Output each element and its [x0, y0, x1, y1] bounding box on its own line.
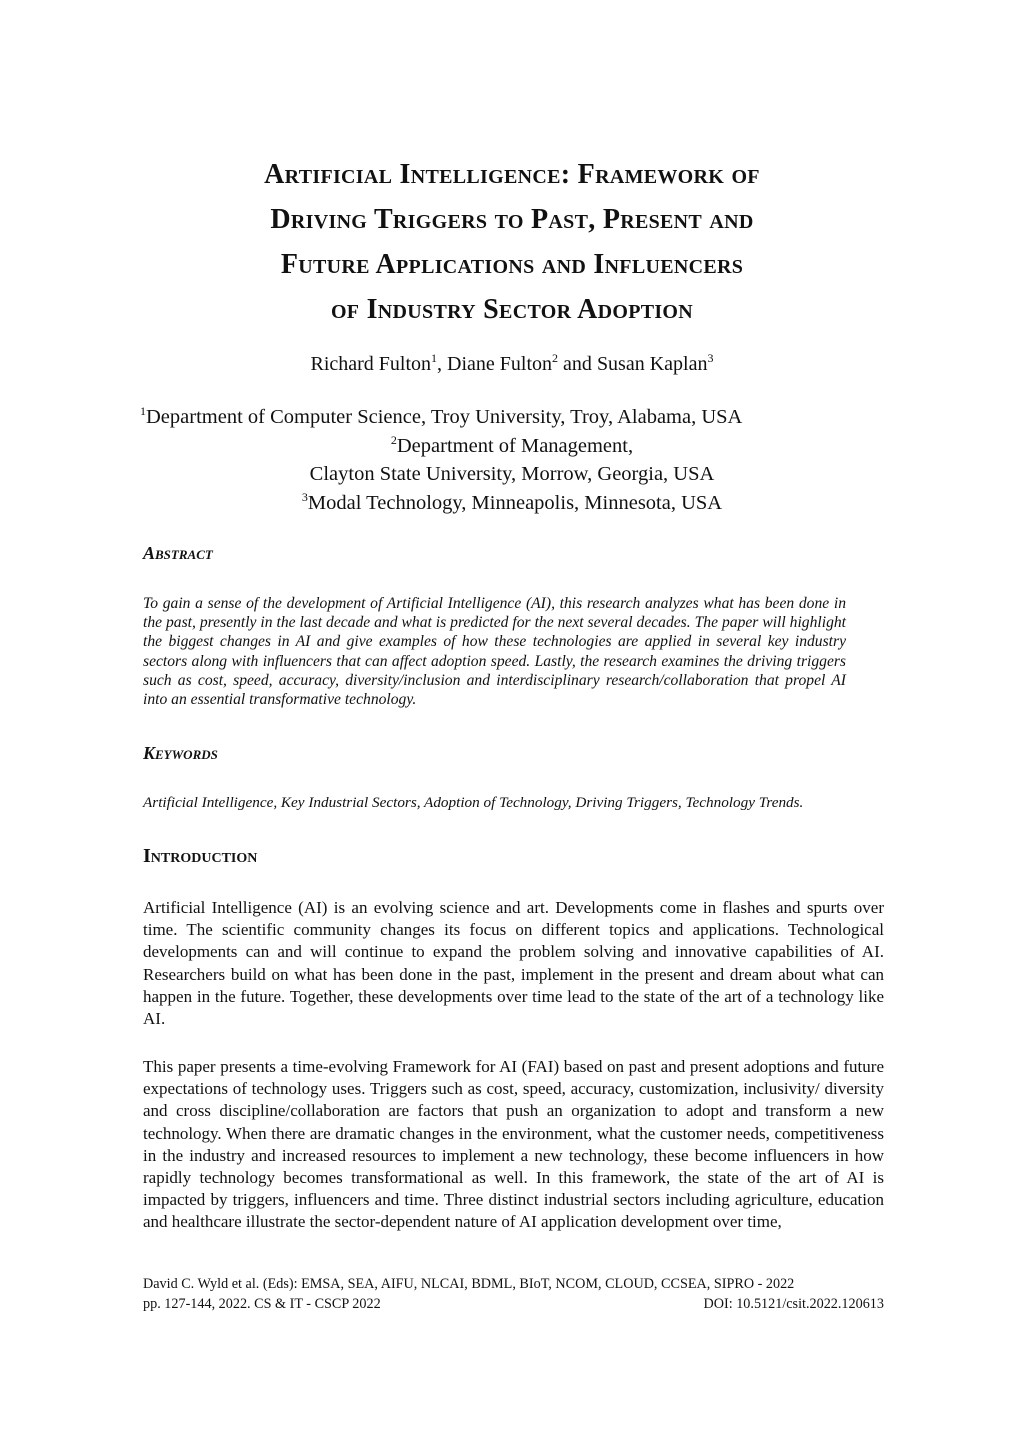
affiliation-marker: 2	[552, 351, 559, 365]
intro-paragraph-2: This paper presents a time-evolving Framework for AI (FAI) based on past and present adoptions and future expectations of technology uses. Triggers such as cost, speed, accuracy, customization, inclusivity/ diversity and cross discipline/collaboration are factors that push an organization to adopt and transform a new technology. When there are dramatic changes in the environment, what the customer needs, competitiveness in the industry and increased resources to implement a new technology, these become influencers in how rapidly technology becomes transformational as well. In this framework, the state of the art of AI is impacted by triggers, influencers and time. Three distinct industrial sectors including agriculture, education and healthcare illustrate the sector-dependent nature of AI application development over time,	[143, 1057, 884, 1232]
title-line: of Industry Sector Adoption	[330, 294, 694, 325]
affiliation-marker: 3	[707, 351, 714, 365]
footer-doi: DOI: 10.5121/csit.2022.120613	[703, 1296, 884, 1312]
author-list	[140, 350, 884, 378]
affiliation-line: $^3$Modal Technology, Minneapolis, Minnesota, USA	[301, 490, 723, 515]
introduction-heading: Introduction	[143, 845, 258, 867]
affiliation-marker: 1	[140, 404, 146, 418]
footer-citation: David C. Wyld et al. (Eds): EMSA, SEA, AIFU, NLCAI, BDML, BIoT, NCOM, CLOUD, CCSEA, SIPRO - 2022	[143, 1276, 795, 1292]
author-separator: and	[558, 353, 597, 375]
paper-title	[140, 152, 884, 332]
affiliation-marker: 3	[301, 490, 308, 505]
footer-pages: pp. 127-144, 2022. CS & IT - CSCP 2022	[143, 1296, 381, 1312]
affiliations	[140, 403, 884, 518]
author-name: Diane Fulton	[447, 353, 553, 375]
author-name: Richard Fulton	[310, 353, 432, 375]
author-name: Susan Kaplan	[596, 353, 708, 375]
title-line: Driving Triggers to Past, Present and	[270, 204, 754, 235]
page-footer	[143, 1274, 884, 1314]
affiliation-marker: 2	[390, 432, 397, 447]
affiliation-line: $^2$Department of Management,	[390, 432, 634, 457]
title-line: Future Applications and Influencers	[280, 249, 744, 280]
affiliation-line: Clayton State University, Morrow, Georgia, USA	[309, 463, 715, 486]
title-line: Artificial Intelligence: Framework of	[264, 159, 760, 190]
abstract-heading: Abstract	[143, 543, 213, 563]
author-separator: ,	[437, 353, 448, 375]
keywords-text: Artificial Intelligence, Key Industrial Sectors, Adoption of Technology, Driving Triggers, Technology Trends.	[143, 794, 804, 811]
keywords-heading: Keywords	[143, 743, 218, 763]
affiliation-marker: 1	[431, 351, 438, 365]
intro-paragraph-1: Artificial Intelligence (AI) is an evolving science and art. Developments come in flashes and spurts over time. The scientific community changes its focus on different topics and applications. Technological developments can and will continue to expand the problem solving and innovative capabilities of AI. Researchers build on what has been done in the past, implement in the present and dream about what can happen in the future. Together, these developments over time lead to the state of the art of a technology like AI.	[143, 898, 884, 1029]
footer-row	[143, 1294, 884, 1314]
abstract-text: To gain a sense of the development of Artificial Intelligence (AI), this research analyzes what has been done in the past, presently in the last decade and what is predicted for the next several decades. The paper will highlight the biggest changes in AI and give examples of how these technologies are applied in several key industry sectors along with influencers that can affect adoption speed. Lastly, the research examines the driving triggers such as cost, speed, accuracy, diversity/inclusion and interdisciplinary research/collaboration that propel AI into an essential transformative technology.	[143, 595, 846, 709]
affiliation-line: $^1$Department of Computer Science, Troy University, Troy, Alabama, USA	[140, 404, 743, 428]
